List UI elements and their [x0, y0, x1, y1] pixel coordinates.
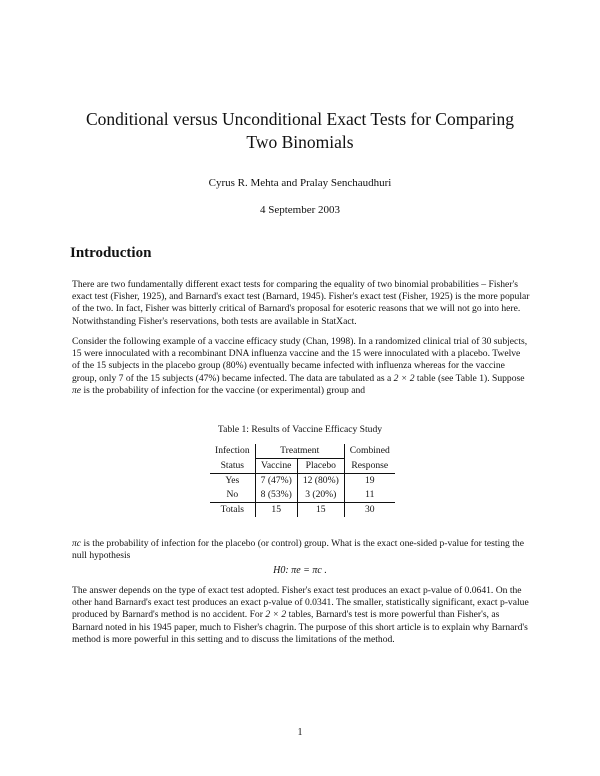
paragraph-text: table (see Table 1). Suppose	[416, 372, 525, 384]
paragraph-text: The answer depends on the type of exact test adopted. Fisher's exact test produces an exact p-value of 0.0641. On the other hand Barnard's exact test produces an exact p-value of 0.0341. The smaller, statistically significant, exact p-value produced by Barnard's method is no accident. For	[72, 585, 529, 621]
paragraph	[72, 585, 530, 646]
math-inline: 2 × 2	[393, 372, 415, 384]
paragraph-text: Consider the following example of a vaccine efficacy study (Chan, 1998). In a randomized clinical trial of 30 subjects, 15 were innoculated with a recombinant DNA influenza vaccine and the 15 were innoculated with a placebo. Twelve of the 15 subjects in the placebo group (80%) eventually became infected with influenza whereas for the vaccine group, only 7 of the 15 subjects (47%) became infected. The data are tabulated as a	[72, 336, 528, 384]
table-row	[210, 488, 395, 503]
table-totals-row	[210, 503, 395, 518]
results-table	[210, 444, 395, 517]
table-row	[210, 474, 395, 489]
table-header-cell: Response	[351, 459, 389, 471]
paragraph	[72, 336, 530, 397]
table-cell: Totals	[210, 503, 255, 518]
section-heading: Introduction	[70, 245, 152, 261]
table-cell: 12 (80%)	[297, 474, 344, 489]
page-number: 1	[297, 727, 303, 738]
table-caption: Table 1: Results of Vaccine Efficacy Study	[217, 424, 383, 435]
paragraph-text: is the probability of infection for the vaccine (or experimental) group and	[83, 384, 366, 396]
table-cell: 7 (47%)	[255, 474, 297, 489]
table-header-row	[210, 459, 395, 474]
paragraph-text: is the probability of infection for the placebo (or control) group. What is the exact one-sided p-value for testing the null hypothesis	[72, 538, 524, 562]
paragraph: There are two fundamentally different exact tests for comparing the equality of two binomial probabilities – Fisher's exact test (Fisher, 1925), and Barnard's exact test (Barnard, 1945). Fisher's exact test (Fisher, 1925) is the more popular of the two. In fact, Fisher was bitterly critical of Barnard's proposal for esoteric reasons that we will not go into here. Notwithstanding Fisher's reservations, both tests are available in StatXact.	[72, 279, 530, 327]
table-cell: No	[210, 488, 255, 503]
table-cell: 15	[255, 503, 297, 518]
math-inline: 2 × 2	[265, 609, 287, 621]
date: 4 September 2003	[259, 204, 341, 216]
table-cell: 11	[365, 489, 375, 500]
table-header-cell: Combined	[349, 445, 390, 457]
table-header-cell: Vaccine	[255, 459, 297, 474]
paper-title: Conditional versus Unconditional Exact Tests for Comparing Two Binomials	[85, 109, 515, 152]
table-header-cell: Placebo	[297, 459, 344, 474]
paragraph-text: tables, Barnard's test is more powerful than Fisher's, as Barnard noted in his 1945 paper, much to Fisher's chagrin. The purpose of this short article is to explain why Barnard's method is more powerful in this setting and to discuss the limitations of the method.	[72, 609, 528, 645]
authors: Cyrus R. Mehta and Pralay Senchaudhuri	[208, 177, 392, 189]
paragraph	[72, 538, 530, 562]
table-cell: 15	[297, 503, 344, 518]
table-cell: 3 (20%)	[297, 488, 344, 503]
table-cell: 30	[344, 503, 394, 518]
table-cell: 8 (53%)	[255, 488, 297, 503]
math-inline: πc	[72, 538, 82, 549]
table-header-cell: Infection	[210, 444, 255, 459]
table-header-cell: Treatment	[255, 444, 344, 459]
table-header-cell: Status	[210, 459, 255, 474]
null-hypothesis-formula: H0: πe = πc .	[273, 565, 327, 576]
math-inline: πe	[72, 384, 82, 396]
table-cell: 19	[344, 474, 394, 489]
table-header-row	[210, 444, 395, 459]
table-cell: Yes	[210, 474, 255, 489]
